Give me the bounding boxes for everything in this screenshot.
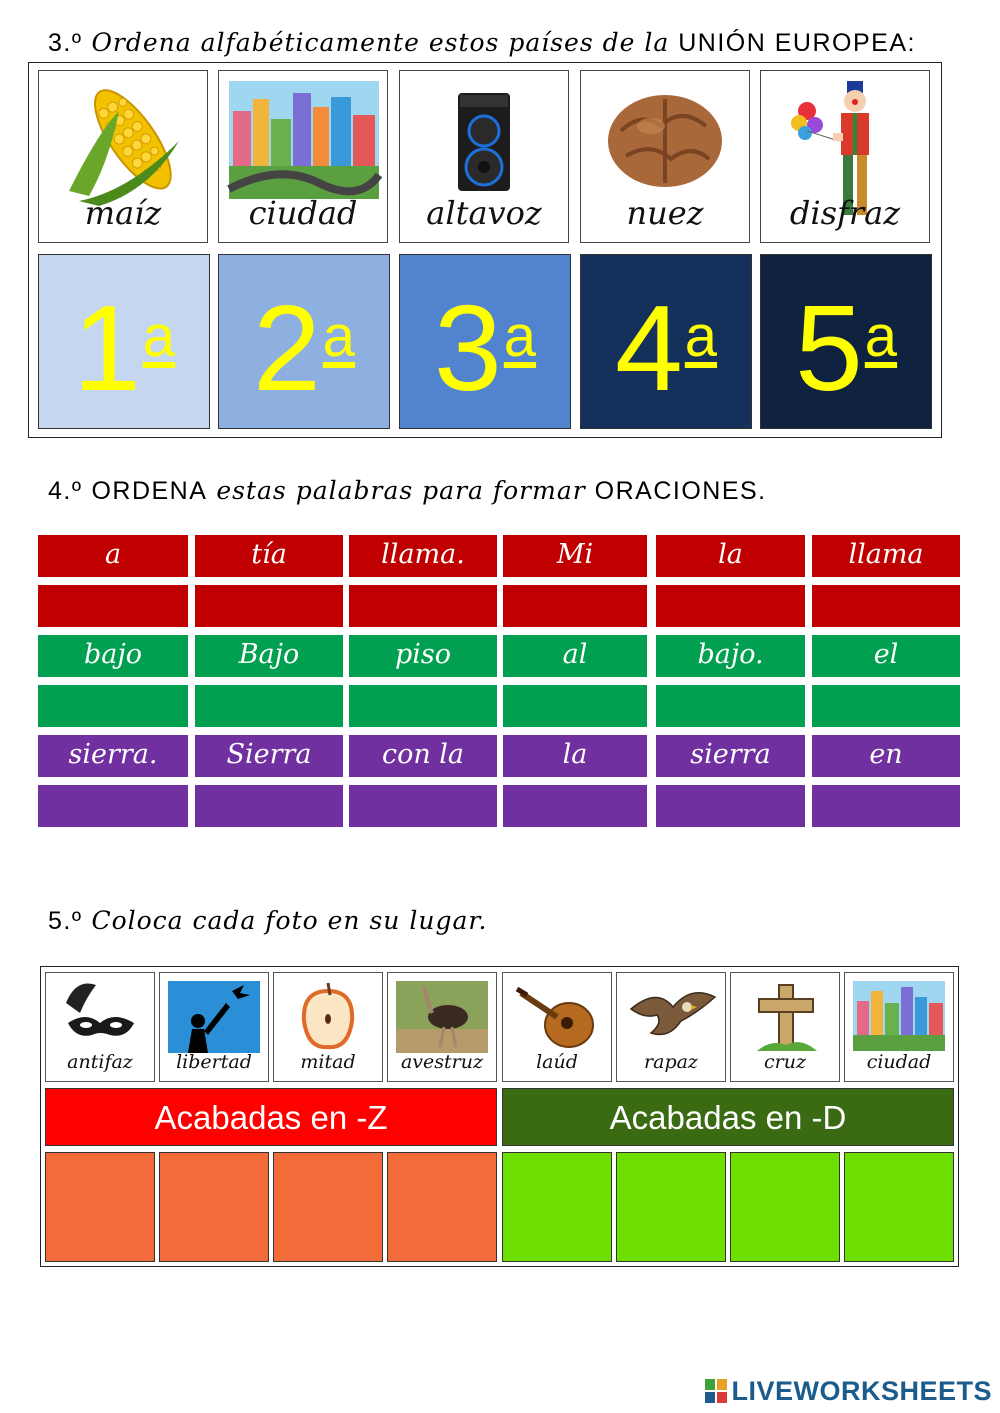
category-d-header: Acabadas en -D	[502, 1088, 954, 1146]
word-tile[interactable]: bajo.	[656, 635, 805, 677]
liveworksheets-logo-icon	[705, 1379, 727, 1403]
speaker-icon	[400, 71, 568, 201]
card-maiz[interactable]	[38, 70, 208, 243]
ordinal-box-5[interactable]	[760, 254, 932, 429]
picture-word: rapaz	[644, 1051, 698, 1073]
card-word: nuez	[626, 194, 704, 232]
answer-cell[interactable]	[195, 585, 343, 627]
picture-word: antifaz	[67, 1051, 133, 1073]
card-altavoz[interactable]	[399, 70, 569, 243]
ordinal-label: 3$^a$	[433, 280, 537, 416]
answer-cell[interactable]	[195, 785, 343, 827]
word-tile[interactable]: llama	[812, 535, 960, 577]
word-tile[interactable]: el	[812, 635, 960, 677]
word-tile[interactable]: bajo	[38, 635, 188, 677]
word-tile[interactable]: llama.	[349, 535, 497, 577]
answer-cell[interactable]	[38, 685, 188, 727]
picture-word: ciudad	[866, 1051, 932, 1073]
freedom-icon	[160, 973, 268, 1058]
word-tile[interactable]: sierra.	[38, 735, 188, 777]
ordinal-label: 4$^a$	[614, 280, 718, 416]
word-tile[interactable]: la	[503, 735, 647, 777]
cross-icon	[731, 973, 839, 1058]
section3-instruction-caps: UNIÓN EUROPEA:	[678, 29, 916, 57]
answer-cell[interactable]	[195, 685, 343, 727]
section3-number: 3.º	[48, 29, 83, 57]
word-tile[interactable]: con la	[349, 735, 497, 777]
word-tile[interactable]: Bajo	[195, 635, 343, 677]
answer-cell[interactable]	[812, 685, 960, 727]
answer-cell[interactable]	[656, 685, 805, 727]
section5-heading	[48, 906, 488, 936]
picture-cruz[interactable]	[730, 972, 840, 1082]
apple-half-icon	[274, 973, 382, 1058]
lute-icon	[503, 973, 611, 1058]
ostrich-icon	[388, 973, 496, 1058]
liveworksheets-logo	[705, 1376, 992, 1407]
drop-zone-d-1[interactable]	[502, 1152, 612, 1262]
picture-laud[interactable]	[502, 972, 612, 1082]
picture-ciudad[interactable]	[844, 972, 954, 1082]
section3-instruction: Ordena alfabéticamente estos países de la	[91, 28, 670, 57]
answer-cell[interactable]	[812, 585, 960, 627]
section4-caps2: ORACIONES.	[594, 477, 767, 505]
city-icon	[845, 973, 953, 1058]
city-icon	[219, 71, 387, 201]
answer-cell[interactable]	[349, 785, 497, 827]
ordinal-label: 1$^a$	[72, 280, 176, 416]
drop-zone-z-4[interactable]	[387, 1152, 497, 1262]
section5-instruction: Coloca cada foto en su lugar.	[91, 906, 488, 935]
card-nuez[interactable]	[580, 70, 750, 243]
drop-zone-z-3[interactable]	[273, 1152, 383, 1262]
drop-zone-d-3[interactable]	[730, 1152, 840, 1262]
word-tile[interactable]: Mi	[503, 535, 647, 577]
card-word: altavoz	[426, 194, 542, 232]
ordinal-label: 5$^a$	[794, 280, 898, 416]
word-tile[interactable]: tía	[195, 535, 343, 577]
drop-zone-z-2[interactable]	[159, 1152, 269, 1262]
answer-cell[interactable]	[656, 785, 805, 827]
section5-number: 5.º	[48, 907, 83, 935]
ordinal-box-2[interactable]	[218, 254, 390, 429]
card-word: ciudad	[248, 194, 358, 232]
corn-icon	[39, 71, 207, 211]
word-tile[interactable]: la	[656, 535, 805, 577]
category-z-header: Acabadas en -Z	[45, 1088, 497, 1146]
word-tile[interactable]: a	[38, 535, 188, 577]
drop-zone-z-1[interactable]	[45, 1152, 155, 1262]
raptor-icon	[617, 973, 725, 1058]
picture-antifaz[interactable]	[45, 972, 155, 1082]
answer-cell[interactable]	[349, 585, 497, 627]
logo-text: LIVEWORKSHEETS	[731, 1376, 992, 1406]
answer-cell[interactable]	[812, 785, 960, 827]
picture-mitad[interactable]	[273, 972, 383, 1082]
section4-instruction: estas palabras para formar	[216, 476, 586, 505]
picture-word: cruz	[764, 1051, 806, 1073]
ordinal-box-1[interactable]	[38, 254, 210, 429]
word-tile[interactable]: sierra	[656, 735, 805, 777]
ordinal-box-3[interactable]	[399, 254, 571, 429]
card-word: maíz	[84, 194, 162, 232]
answer-cell[interactable]	[38, 585, 188, 627]
answer-cell[interactable]	[503, 785, 647, 827]
picture-word: laúd	[536, 1051, 578, 1073]
picture-avestruz[interactable]	[387, 972, 497, 1082]
word-tile[interactable]: piso	[349, 635, 497, 677]
word-tile[interactable]: Sierra	[195, 735, 343, 777]
answer-cell[interactable]	[503, 585, 647, 627]
section3-heading	[48, 28, 916, 58]
answer-cell[interactable]	[503, 685, 647, 727]
answer-cell[interactable]	[656, 585, 805, 627]
drop-zone-d-2[interactable]	[616, 1152, 726, 1262]
word-tile[interactable]: al	[503, 635, 647, 677]
picture-word: libertad	[176, 1051, 252, 1073]
section4-heading	[48, 476, 767, 506]
picture-rapaz[interactable]	[616, 972, 726, 1082]
section4-number: 4.º	[48, 477, 83, 505]
card-word: disfraz	[789, 194, 901, 232]
ordinal-label: 2$^a$	[252, 280, 356, 416]
answer-cell[interactable]	[349, 685, 497, 727]
word-tile[interactable]: en	[812, 735, 960, 777]
card-disfraz[interactable]	[760, 70, 930, 243]
picture-libertad[interactable]	[159, 972, 269, 1082]
ordinal-box-4[interactable]	[580, 254, 752, 429]
section4-caps1: ORDENA	[91, 477, 208, 505]
picture-word: mitad	[300, 1051, 356, 1073]
walnut-icon	[581, 71, 749, 201]
card-ciudad[interactable]	[218, 70, 388, 243]
picture-word: avestruz	[400, 1051, 484, 1073]
mask-icon	[46, 973, 154, 1058]
answer-cell[interactable]	[38, 785, 188, 827]
drop-zone-d-4[interactable]	[844, 1152, 954, 1262]
